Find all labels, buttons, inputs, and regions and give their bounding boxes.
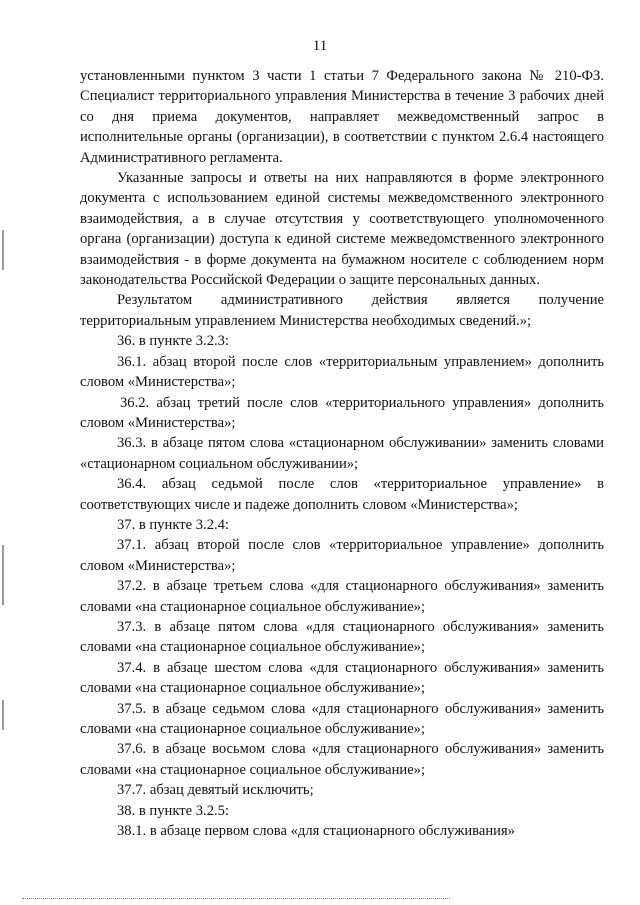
paragraph-continuation: установленными пунктом 3 части 1 статьи 7 Федерального закона № 210-ФЗ. Специалист территориального управления Министерства в течение 3 рабочих дней со дня приема документов, направляет межведомственный запрос в исполнительные органы (организации), в соответствии с пунктом 2.6.4 настоящего Административного регламента. — [80, 68, 604, 166]
item-37-4: 37.4. в абзаце шестом слова «для стационарного обслуживания» заменить словами «на стационарное социальное обслуживание»; — [80, 659, 604, 697]
page-number: 11 — [312, 38, 328, 54]
paragraph-result: Результатом административного действия является получение территориальным управлением Министерства необходимых сведений.»; — [80, 292, 604, 329]
item-36-1: 36.1. абзац второй после слов «территориальным управлением» дополнить словом «Министерства»; — [80, 353, 604, 391]
item-37: 37. в пункте 3.2.4: — [117, 516, 229, 533]
item-36: 36. в пункте 3.2.3: — [117, 333, 229, 350]
item-38: 38. в пункте 3.2.5: — [117, 802, 229, 819]
item-37-1: 37.1. абзац второй после слов «территориальное управление» дополнить словом «Министерства»; — [80, 537, 604, 574]
scan-bottom-edge — [22, 898, 450, 899]
item-37-7: 37.7. абзац девятый исключить; — [117, 782, 314, 799]
item-37-3: 37.3. в абзаце пятом слова «для стационарного обслуживания» заменить словами «на стационарное социальное обслуживание»; — [80, 618, 604, 656]
item-36-3: 36.3. в абзаце пятом слова «стационарном обслуживании» заменить словами «стационарном социальном обслуживании»; — [80, 435, 604, 472]
scan-edge-mark — [2, 545, 4, 605]
item-37-6: 37.6. в абзаце восьмом слова «для стационарного обслуживания» заменить словами «на стационарное социальное обслуживание»; — [80, 741, 604, 778]
paragraph-electronic-requests: Указанные запросы и ответы на них направляются в форме электронного документа с использованием единой системы межведомственного электронного взаимодействия, а в случае отсутствия у соответствующего уполномоченного органа (организации) доступа к единой системе межведомственного электронного взаимодействия - в форме документа на бумажном носителе с соблюдением норм законодательства Российской Федерации о защите персональных данных. — [80, 170, 604, 289]
scan-edge-mark — [2, 700, 4, 730]
document-body — [80, 66, 604, 841]
item-36-2: 36.2. абзац третий после слов «территориального управления» дополнить словом «Министерства»; — [80, 394, 604, 431]
item-37-5: 37.5. в абзаце седьмом слова «для стационарного обслуживания» заменить словами «на стационарное социальное обслуживание»; — [80, 700, 604, 737]
item-37-2: 37.2. в абзаце третьем слова «для стационарного обслуживания» заменить словами «на стационарное социальное обслуживание»; — [80, 578, 604, 615]
item-38-1: 38.1. в абзаце первом слова «для стационарного обслуживания» — [117, 823, 515, 840]
item-36-4: 36.4. абзац седьмой после слов «территориальное управление» в соответствующих числе и падеже дополнить словом «Министерства»; — [80, 476, 604, 513]
scan-edge-mark — [2, 230, 4, 270]
